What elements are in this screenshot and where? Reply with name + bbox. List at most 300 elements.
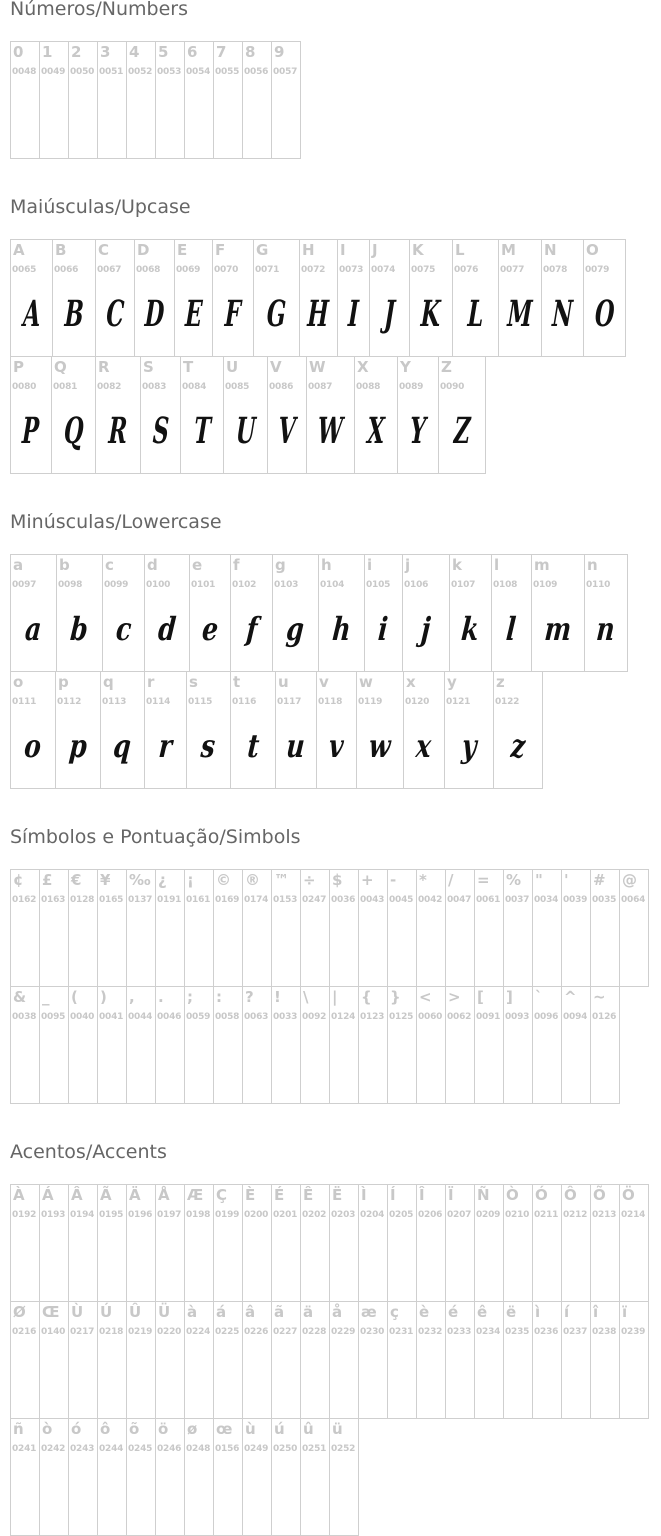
glyph-sample-char: z — [509, 727, 527, 765]
glyph-code-label: 0199 — [215, 1210, 240, 1220]
glyph-code-label: 0237 — [563, 1327, 588, 1337]
glyph-code-label: 0081 — [53, 382, 78, 392]
glyph-char-label: ` — [535, 988, 543, 1006]
glyph-code-label: 0068 — [136, 265, 161, 275]
glyph-char-label: õ — [129, 1420, 140, 1438]
glyph-cell — [301, 987, 330, 1103]
glyph-cell — [273, 555, 319, 671]
glyph-char-label: l — [494, 556, 500, 574]
glyph-char-label: ¥ — [100, 871, 111, 889]
glyph-cell — [388, 1302, 417, 1418]
glyph-cell — [243, 987, 272, 1103]
glyph-cell — [591, 987, 620, 1103]
glyph-char-label: L — [455, 241, 465, 259]
glyph-code-label: 0165 — [99, 895, 124, 905]
glyph-cell — [301, 1185, 330, 1301]
glyph-sample — [584, 286, 625, 342]
glyph-char-label: > — [448, 988, 461, 1006]
glyph-code-label: 0051 — [99, 67, 124, 77]
glyph-cell — [69, 42, 98, 158]
glyph-sample-char: r — [157, 727, 174, 765]
glyph-code-label: 0094 — [563, 1012, 588, 1022]
glyph-char-label: ¢ — [13, 871, 24, 889]
glyph-code-label: 0251 — [302, 1444, 327, 1454]
glyph-cell — [446, 870, 475, 986]
glyph-code-label: 0231 — [389, 1327, 414, 1337]
glyph-sample-char: C — [105, 293, 125, 335]
glyph-char-label: B — [55, 241, 67, 259]
glyph-char-label: I — [340, 241, 346, 259]
glyph-cell — [475, 870, 504, 986]
glyph-cell — [417, 870, 446, 986]
glyph-cell — [359, 1185, 388, 1301]
glyph-code-label: 0103 — [274, 580, 299, 590]
glyph-char-label: Ê — [303, 1186, 314, 1204]
glyph-sample-char: M — [506, 293, 534, 335]
glyph-char-label: N — [544, 241, 557, 259]
glyph-code-label: 0034 — [534, 895, 559, 905]
glyph-sample — [187, 718, 230, 774]
glyph-char-label: ó — [71, 1420, 82, 1438]
glyph-char-label: Ò — [506, 1186, 519, 1204]
glyph-code-label: 0236 — [534, 1327, 559, 1337]
glyph-char-label: ì — [535, 1303, 541, 1321]
glyph-char-label: Û — [129, 1303, 142, 1321]
glyph-code-label: 0114 — [146, 697, 171, 707]
glyph-sample-char: y — [460, 727, 478, 765]
glyph-code-label: 0071 — [255, 265, 280, 275]
glyph-cell — [301, 870, 330, 986]
glyph-char-label: R — [98, 358, 110, 376]
glyph-sample — [224, 403, 267, 459]
glyph-code-label: 0247 — [302, 895, 327, 905]
glyph-sample-char: R — [107, 410, 129, 452]
glyph-char-label: 6 — [187, 43, 198, 61]
glyph-code-label: 0099 — [104, 580, 129, 590]
glyph-code-label: 0123 — [360, 1012, 385, 1022]
glyph-code-label: 0213 — [592, 1210, 617, 1220]
glyph-code-label: 0090 — [440, 382, 465, 392]
glyph-sample — [103, 601, 144, 657]
glyph-code-label: 0035 — [592, 895, 617, 905]
glyph-code-label: 0058 — [215, 1012, 240, 1022]
glyph-cell — [98, 870, 127, 986]
glyph-code-label: 0045 — [389, 895, 414, 905]
glyph-char-label: O — [586, 241, 599, 259]
glyph-char-label: ™ — [274, 871, 289, 889]
glyph-char-label: Æ — [187, 1186, 204, 1204]
glyph-char-label: ô — [100, 1420, 111, 1438]
glyph-char-label: Á — [42, 1186, 54, 1204]
glyph-cell — [69, 987, 98, 1103]
glyph-cell — [127, 1302, 156, 1418]
glyph-char-label: d — [147, 556, 158, 574]
glyph-cell — [319, 555, 365, 671]
glyph-char-label: å — [332, 1303, 343, 1321]
glyph-char-label: 3 — [100, 43, 111, 61]
glyph-code-label: 0212 — [563, 1210, 588, 1220]
glyph-sample — [11, 718, 55, 774]
glyph-char-label: e — [192, 556, 203, 574]
glyph-sample — [11, 403, 51, 459]
glyph-cell — [330, 1419, 359, 1535]
glyph-code-label: 0228 — [302, 1327, 327, 1337]
glyph-sample — [276, 718, 316, 774]
glyph-cell — [504, 987, 533, 1103]
glyph-char-label: . — [158, 988, 164, 1006]
glyph-code-label: 0074 — [371, 265, 396, 275]
glyph-cell — [453, 240, 499, 356]
glyph-code-label: 0092 — [302, 1012, 327, 1022]
glyph-char-label: Ô — [564, 1186, 577, 1204]
glyph-char-label: é — [448, 1303, 459, 1321]
glyph-char-label: f — [233, 556, 240, 574]
glyph-sample — [300, 286, 337, 342]
glyph-code-label: 0085 — [225, 382, 250, 392]
glyph-char-label: ] — [506, 988, 513, 1006]
glyph-char-label: g — [275, 556, 286, 574]
glyph-sample-char: a — [23, 610, 44, 648]
glyph-sample-char: o — [23, 727, 43, 765]
glyph-cell — [562, 1302, 591, 1418]
glyph-char-label: À — [13, 1186, 25, 1204]
glyph-cell — [69, 1302, 98, 1418]
glyph-char-label: H — [302, 241, 315, 259]
glyph-cell — [214, 42, 243, 158]
glyph-char-label: Ç — [216, 1186, 228, 1204]
glyph-sample-char: Z — [452, 410, 472, 452]
glyph-char-label: Ï — [448, 1186, 454, 1204]
glyph-sample-char: e — [200, 610, 220, 648]
glyph-code-label: 0197 — [157, 1210, 182, 1220]
glyph-cell — [40, 1302, 69, 1418]
glyph-sample-char: w — [367, 727, 393, 765]
glyph-cell — [156, 1419, 185, 1535]
glyph-char-label: ç — [390, 1303, 399, 1321]
glyph-char-label: 0 — [13, 43, 24, 61]
glyph-cell — [254, 240, 300, 356]
glyph-sample — [231, 718, 275, 774]
glyph-code-label: 0217 — [70, 1327, 95, 1337]
glyph-char-label: Ë — [332, 1186, 343, 1204]
glyph-cell — [542, 240, 584, 356]
glyph-code-label: 0083 — [142, 382, 167, 392]
glyph-code-label: 0084 — [182, 382, 207, 392]
glyph-cell — [103, 555, 145, 671]
glyph-sample-char: f — [244, 610, 259, 648]
glyph-sample-char: u — [285, 727, 307, 765]
glyph-code-label: 0233 — [447, 1327, 472, 1337]
glyph-cell — [365, 555, 403, 671]
glyph-cell — [417, 1302, 446, 1418]
glyph-code-label: 0110 — [586, 580, 611, 590]
glyph-sample-char: g — [285, 610, 306, 648]
glyph-char-label: £ — [42, 871, 53, 889]
glyph-code-label: 0060 — [418, 1012, 443, 1022]
glyph-cell — [504, 870, 533, 986]
glyph-cell — [272, 1302, 301, 1418]
glyph-sample — [357, 718, 403, 774]
glyph-cell — [156, 1302, 185, 1418]
glyph-row — [10, 356, 486, 474]
glyph-sample — [53, 286, 95, 342]
glyph-cell — [127, 987, 156, 1103]
glyph-code-label: 0091 — [476, 1012, 501, 1022]
section-title: Símbolos e Pontuação/Simbols — [10, 826, 301, 848]
glyph-code-label: 0075 — [411, 265, 436, 275]
glyph-cell — [410, 240, 453, 356]
glyph-sample-char: D — [143, 293, 166, 335]
glyph-cell — [187, 672, 231, 788]
glyph-code-label: 0218 — [99, 1327, 124, 1337]
glyph-cell — [11, 42, 40, 158]
glyph-cell — [533, 1302, 562, 1418]
glyph-code-label: 0163 — [41, 895, 66, 905]
glyph-cell — [533, 1185, 562, 1301]
glyph-cell — [11, 1302, 40, 1418]
glyph-sample-char: W — [317, 410, 344, 452]
glyph-sample — [338, 286, 369, 342]
glyph-cell — [214, 1302, 243, 1418]
glyph-char-label: k — [452, 556, 462, 574]
glyph-cell — [370, 240, 410, 356]
glyph-char-label: n — [587, 556, 598, 574]
glyph-cell — [307, 357, 355, 473]
glyph-code-label: 0252 — [331, 1444, 356, 1454]
glyph-char-label: ¿ — [158, 871, 167, 889]
glyph-sample — [101, 718, 144, 774]
glyph-char-label: # — [593, 871, 606, 889]
glyph-cell — [53, 240, 96, 356]
glyph-cell — [40, 1185, 69, 1301]
glyph-code-label: 0124 — [331, 1012, 356, 1022]
glyph-char-label: € — [71, 871, 82, 889]
glyph-code-label: 0206 — [418, 1210, 443, 1220]
glyph-code-label: 0052 — [128, 67, 153, 77]
glyph-sample-char: S — [151, 410, 170, 452]
glyph-cell — [359, 987, 388, 1103]
glyph-code-label: 0077 — [500, 265, 525, 275]
glyph-char-label: = — [477, 871, 490, 889]
glyph-sample — [410, 286, 452, 342]
glyph-char-label: á — [216, 1303, 227, 1321]
glyph-cell — [272, 42, 301, 158]
glyph-code-label: 0096 — [534, 1012, 559, 1022]
glyph-code-label: 0048 — [12, 67, 37, 77]
glyph-code-label: 0119 — [358, 697, 383, 707]
glyph-char-label: ; — [187, 988, 193, 1006]
glyph-code-label: 0033 — [273, 1012, 298, 1022]
glyph-cell — [388, 987, 417, 1103]
glyph-char-label: È — [245, 1186, 256, 1204]
section-title: Números/Numbers — [10, 0, 188, 20]
glyph-code-label: 0082 — [97, 382, 122, 392]
glyph-char-label: F — [215, 241, 226, 259]
glyph-cell — [475, 1302, 504, 1418]
glyph-char-label: ü — [332, 1420, 343, 1438]
glyph-code-label: 0120 — [405, 697, 430, 707]
glyph-code-label: 0232 — [418, 1327, 443, 1337]
glyph-sample — [11, 601, 56, 657]
glyph-char-label: Å — [158, 1186, 170, 1204]
glyph-code-label: 0200 — [244, 1210, 269, 1220]
glyph-cell — [214, 1185, 243, 1301]
glyph-char-label: " — [535, 871, 543, 889]
glyph-char-label: i — [367, 556, 373, 574]
glyph-code-label: 0088 — [356, 382, 381, 392]
glyph-sample-char: V — [277, 410, 297, 452]
glyph-sample — [52, 403, 95, 459]
glyph-char-label: ) — [100, 988, 107, 1006]
glyph-char-label: 1 — [42, 43, 53, 61]
glyph-cell — [532, 555, 585, 671]
glyph-sample-char: J — [383, 293, 396, 335]
glyph-sample-char: U — [234, 410, 257, 452]
glyph-cell — [272, 987, 301, 1103]
glyph-code-label: 0115 — [188, 697, 213, 707]
glyph-code-label: 0069 — [176, 265, 201, 275]
glyph-sample — [317, 718, 356, 774]
glyph-char-label: ä — [303, 1303, 314, 1321]
glyph-char-label: x — [406, 673, 416, 691]
glyph-char-label: o — [13, 673, 24, 691]
glyph-char-label: \ — [303, 988, 309, 1006]
glyph-char-label: E — [177, 241, 188, 259]
glyph-code-label: 0216 — [12, 1327, 37, 1337]
glyph-code-label: 0156 — [215, 1444, 240, 1454]
glyph-code-label: 0056 — [244, 67, 269, 77]
glyph-code-label: 0112 — [57, 697, 82, 707]
glyph-char-label: ? — [245, 988, 254, 1006]
glyph-code-label: 0126 — [592, 1012, 617, 1022]
glyph-sample — [273, 601, 318, 657]
glyph-code-label: 0107 — [451, 580, 476, 590]
glyph-sample — [96, 403, 140, 459]
glyph-char-label: Ó — [535, 1186, 548, 1204]
glyph-sample — [355, 403, 397, 459]
glyph-code-label: 0248 — [186, 1444, 211, 1454]
glyph-cell — [338, 240, 370, 356]
glyph-char-label: ú — [274, 1420, 285, 1438]
glyph-code-label: 0111 — [12, 697, 37, 707]
glyph-cell — [620, 1302, 649, 1418]
glyph-code-label: 0203 — [331, 1210, 356, 1220]
glyph-char-label: h — [321, 556, 332, 574]
glyph-sample-char: t — [245, 727, 261, 765]
glyph-char-label: Ã — [100, 1186, 112, 1204]
glyph-char-label: Ü — [158, 1303, 171, 1321]
glyph-code-label: 0054 — [186, 67, 211, 77]
glyph-row — [10, 869, 649, 987]
glyph-sample — [445, 718, 493, 774]
glyph-sample — [532, 601, 584, 657]
glyph-sample-char: O — [593, 293, 616, 335]
section-title: Maiúsculas/Upcase — [10, 196, 191, 218]
glyph-char-label: q — [103, 673, 114, 691]
glyph-char-label: â — [245, 1303, 256, 1321]
glyph-char-label: ò — [42, 1420, 53, 1438]
glyph-code-label: 0241 — [12, 1444, 37, 1454]
glyph-cell — [40, 42, 69, 158]
glyph-cell — [359, 870, 388, 986]
glyph-char-label: t — [233, 673, 241, 691]
glyph-char-label: Õ — [593, 1186, 606, 1204]
glyph-sample-char: F — [224, 293, 242, 335]
glyph-char-label: U — [226, 358, 239, 376]
glyph-char-label: T — [183, 358, 194, 376]
glyph-code-label: 0226 — [244, 1327, 269, 1337]
glyph-char-label: ö — [158, 1420, 169, 1438]
glyph-char-label: p — [58, 673, 69, 691]
glyph-code-label: 0220 — [157, 1327, 182, 1337]
glyph-code-label: 0061 — [476, 895, 501, 905]
glyph-char-label: b — [59, 556, 70, 574]
glyph-char-label: ' — [564, 871, 569, 889]
glyph-sample-char: N — [551, 293, 574, 335]
glyph-char-label: : — [216, 988, 222, 1006]
glyph-cell — [127, 870, 156, 986]
glyph-char-label: ~ — [593, 988, 606, 1006]
glyph-sample-char: s — [199, 727, 218, 765]
glyph-cell — [243, 870, 272, 986]
glyph-char-label: [ — [477, 988, 484, 1006]
glyph-sample — [494, 718, 542, 774]
glyph-row — [10, 239, 626, 357]
section-title: Minúsculas/Lowercase — [10, 511, 222, 533]
glyph-code-label: 0097 — [12, 580, 37, 590]
glyph-row — [10, 1418, 359, 1536]
glyph-code-label: 0244 — [99, 1444, 124, 1454]
glyph-row — [10, 41, 301, 159]
glyph-sample — [439, 403, 485, 459]
glyph-cell — [69, 1185, 98, 1301]
glyph-code-label: 0196 — [128, 1210, 153, 1220]
glyph-char-label: + — [361, 871, 374, 889]
glyph-code-label: 0174 — [244, 895, 269, 905]
glyph-code-label: 0121 — [446, 697, 471, 707]
glyph-char-label: v — [319, 673, 329, 691]
glyph-sample-char: B — [63, 293, 85, 335]
glyph-code-label: 0073 — [339, 265, 364, 275]
glyph-code-label: 0201 — [273, 1210, 298, 1220]
glyph-code-label: 0137 — [128, 895, 153, 905]
glyph-cell — [101, 672, 145, 788]
glyph-code-label: 0195 — [99, 1210, 124, 1220]
glyph-cell — [492, 555, 532, 671]
glyph-sample-char: H — [307, 293, 330, 335]
glyph-cell — [156, 42, 185, 158]
glyph-char-label: 5 — [158, 43, 169, 61]
glyph-code-label: 0238 — [592, 1327, 617, 1337]
glyph-cell — [214, 870, 243, 986]
glyph-char-label: 4 — [129, 43, 140, 61]
glyph-code-label: 0062 — [447, 1012, 472, 1022]
glyph-cell — [11, 357, 52, 473]
glyph-row — [10, 1301, 649, 1419]
glyph-cell — [268, 357, 307, 473]
glyph-char-label: Ø — [13, 1303, 26, 1321]
glyph-cell — [145, 555, 190, 671]
glyph-cell — [127, 1419, 156, 1535]
glyph-code-label: 0128 — [70, 895, 95, 905]
glyph-cell — [439, 357, 486, 473]
glyph-code-label: 0038 — [12, 1012, 37, 1022]
glyph-char-label: ã — [274, 1303, 285, 1321]
glyph-cell — [185, 870, 214, 986]
glyph-sample — [319, 601, 364, 657]
glyph-sample-char: I — [347, 293, 360, 335]
glyph-code-label: 0057 — [273, 67, 298, 77]
